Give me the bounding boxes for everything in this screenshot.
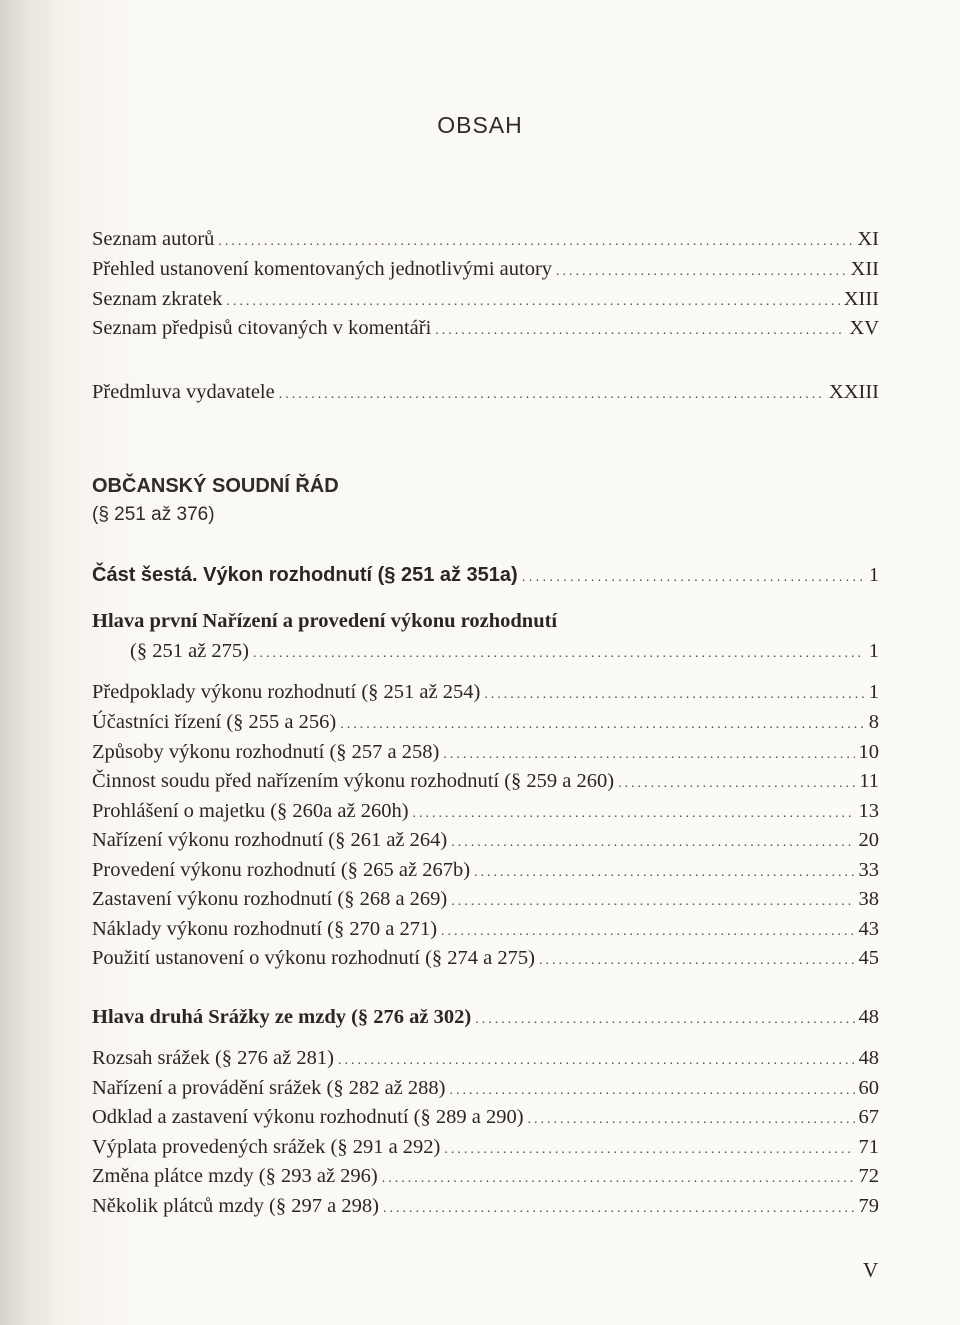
toc-entry bbox=[92, 740, 879, 767]
toc-entry bbox=[92, 917, 879, 944]
toc-label: Nařízení výkonu rozhodnutí (§ 261 až 264) bbox=[92, 829, 448, 851]
leader-dots bbox=[556, 260, 847, 284]
toc-page: 38 bbox=[858, 888, 879, 910]
leader-dots bbox=[451, 890, 854, 914]
toc-page: 79 bbox=[858, 1195, 879, 1217]
toc-entry-hlava-druha bbox=[92, 1005, 879, 1032]
toc-label: Seznam autorů bbox=[92, 228, 215, 250]
toc-label: Předmluva vydavatele bbox=[92, 381, 275, 403]
toc-page: 13 bbox=[858, 800, 879, 822]
toc-page: 11 bbox=[859, 770, 879, 792]
toc-page: 20 bbox=[858, 829, 879, 851]
toc-page: 43 bbox=[858, 918, 879, 940]
part-heading: OBČANSKÝ SOUDNÍ ŘÁD bbox=[92, 475, 339, 497]
toc-entry-hlava-prvni-range bbox=[130, 639, 879, 666]
toc-page: 1 bbox=[868, 681, 879, 703]
toc-page: 48 bbox=[858, 1047, 879, 1069]
toc-page: XV bbox=[849, 317, 879, 339]
toc-label: Změna plátce mzdy (§ 293 až 296) bbox=[92, 1165, 378, 1187]
toc-page: 45 bbox=[858, 947, 879, 969]
toc-page: XIII bbox=[843, 288, 879, 310]
leader-dots bbox=[528, 1108, 855, 1132]
toc-label: Zastavení výkonu rozhodnutí (§ 268 a 269) bbox=[92, 888, 448, 910]
toc-page: 10 bbox=[858, 741, 879, 763]
toc-page: 67 bbox=[858, 1106, 879, 1128]
leader-dots bbox=[413, 802, 855, 826]
toc-page: 71 bbox=[858, 1136, 879, 1158]
toc-entry bbox=[92, 946, 879, 973]
toc-entry bbox=[92, 799, 879, 826]
toc-entry bbox=[92, 1194, 879, 1221]
toc-entry-seznam-autoru bbox=[92, 227, 879, 254]
toc-label: Činnost soudu před nařízením výkonu rozhodnutí (§ 259 a 260) bbox=[92, 770, 615, 792]
toc-page: 72 bbox=[858, 1165, 879, 1187]
toc-entry bbox=[92, 680, 879, 707]
toc-label: (§ 251 až 275) bbox=[130, 640, 249, 662]
toc-entry bbox=[92, 858, 879, 885]
toc-page: XXIII bbox=[828, 381, 879, 403]
toc-page: 60 bbox=[858, 1077, 879, 1099]
toc-entry bbox=[92, 1164, 879, 1191]
leader-dots bbox=[539, 949, 855, 973]
toc-label: Provedení výkonu rozhodnutí (§ 265 až 267b) bbox=[92, 859, 471, 881]
toc-label: Způsoby výkonu rozhodnutí (§ 257 a 258) bbox=[92, 741, 440, 763]
leader-dots bbox=[226, 290, 839, 314]
toc-entry bbox=[92, 887, 879, 914]
toc-entry-seznam-zkratek bbox=[92, 287, 879, 314]
toc-entry bbox=[92, 1076, 879, 1103]
part-range: (§ 251 až 376) bbox=[92, 504, 215, 525]
toc-label: Hlava druhá Srážky ze mzdy (§ 276 až 302) bbox=[92, 1006, 472, 1028]
leader-dots bbox=[444, 1138, 854, 1162]
toc-page: 1 bbox=[869, 564, 879, 586]
leader-dots bbox=[435, 319, 845, 343]
toc-entry bbox=[92, 828, 879, 855]
toc-entry-seznam-predpisu bbox=[92, 316, 879, 343]
toc-page: XII bbox=[850, 258, 879, 280]
toc-page: 33 bbox=[858, 859, 879, 881]
leader-dots bbox=[383, 1197, 855, 1221]
leader-dots bbox=[382, 1167, 855, 1191]
leader-dots bbox=[522, 564, 865, 588]
toc-label: Účastníci řízení (§ 255 a 256) bbox=[92, 711, 337, 733]
toc-label: Předpoklady výkonu rozhodnutí (§ 251 až 254) bbox=[92, 681, 481, 703]
leader-dots bbox=[451, 831, 854, 855]
toc-label: Přehled ustanovení komentovaných jednotlivými autory bbox=[92, 258, 553, 280]
toc-label: Výplata provedených srážek (§ 291 a 292) bbox=[92, 1136, 441, 1158]
toc-entry-prehled-ustanoveni bbox=[92, 257, 879, 284]
leader-dots bbox=[253, 642, 865, 666]
leader-dots bbox=[279, 383, 825, 407]
toc-label: Náklady výkonu rozhodnutí (§ 270 a 271) bbox=[92, 918, 438, 940]
leader-dots bbox=[484, 683, 864, 707]
leader-dots bbox=[443, 743, 854, 767]
toc-label: Několik plátců mzdy (§ 297 a 298) bbox=[92, 1195, 379, 1217]
toc-label: Seznam zkratek bbox=[92, 288, 223, 310]
leader-dots bbox=[340, 713, 865, 737]
page-number: V bbox=[863, 1258, 879, 1282]
toc-label: Seznam předpisů citovaných v komentáři bbox=[92, 317, 432, 339]
chapter-heading-hlava-prvni: Hlava první Nařízení a provedení výkonu rozhodnutí bbox=[92, 610, 558, 632]
toc-label: Prohlášení o majetku (§ 260a až 260h) bbox=[92, 800, 409, 822]
toc-page: XI bbox=[857, 228, 879, 250]
toc-label: Nařízení a provádění srážek (§ 282 až 288) bbox=[92, 1077, 446, 1099]
leader-dots bbox=[475, 1008, 854, 1032]
toc-label: Použití ustanovení o výkonu rozhodnutí (§ 274 a 275) bbox=[92, 947, 535, 969]
toc-page: 48 bbox=[858, 1006, 879, 1028]
leader-dots bbox=[441, 920, 854, 944]
leader-dots bbox=[618, 772, 855, 796]
toc-entry-cast-sesta bbox=[92, 563, 879, 588]
toc-entry-predmluva bbox=[92, 380, 879, 407]
toc-entry bbox=[92, 710, 879, 737]
toc-page: 8 bbox=[868, 711, 879, 733]
toc-entry bbox=[92, 1046, 879, 1073]
leader-dots bbox=[474, 861, 854, 885]
page-title: OBSAH bbox=[437, 112, 523, 138]
leader-dots bbox=[218, 230, 853, 254]
leader-dots bbox=[449, 1079, 854, 1103]
leader-dots bbox=[338, 1049, 855, 1073]
toc-entry bbox=[92, 1105, 879, 1132]
toc-entry bbox=[92, 1135, 879, 1162]
toc-label: Část šestá. Výkon rozhodnutí (§ 251 až 351a) bbox=[92, 564, 518, 586]
toc-label: Rozsah srážek (§ 276 až 281) bbox=[92, 1047, 334, 1069]
toc-entry bbox=[92, 769, 879, 796]
toc-label: Odklad a zastavení výkonu rozhodnutí (§ 289 a 290) bbox=[92, 1106, 524, 1128]
toc-page: 1 bbox=[868, 640, 879, 662]
